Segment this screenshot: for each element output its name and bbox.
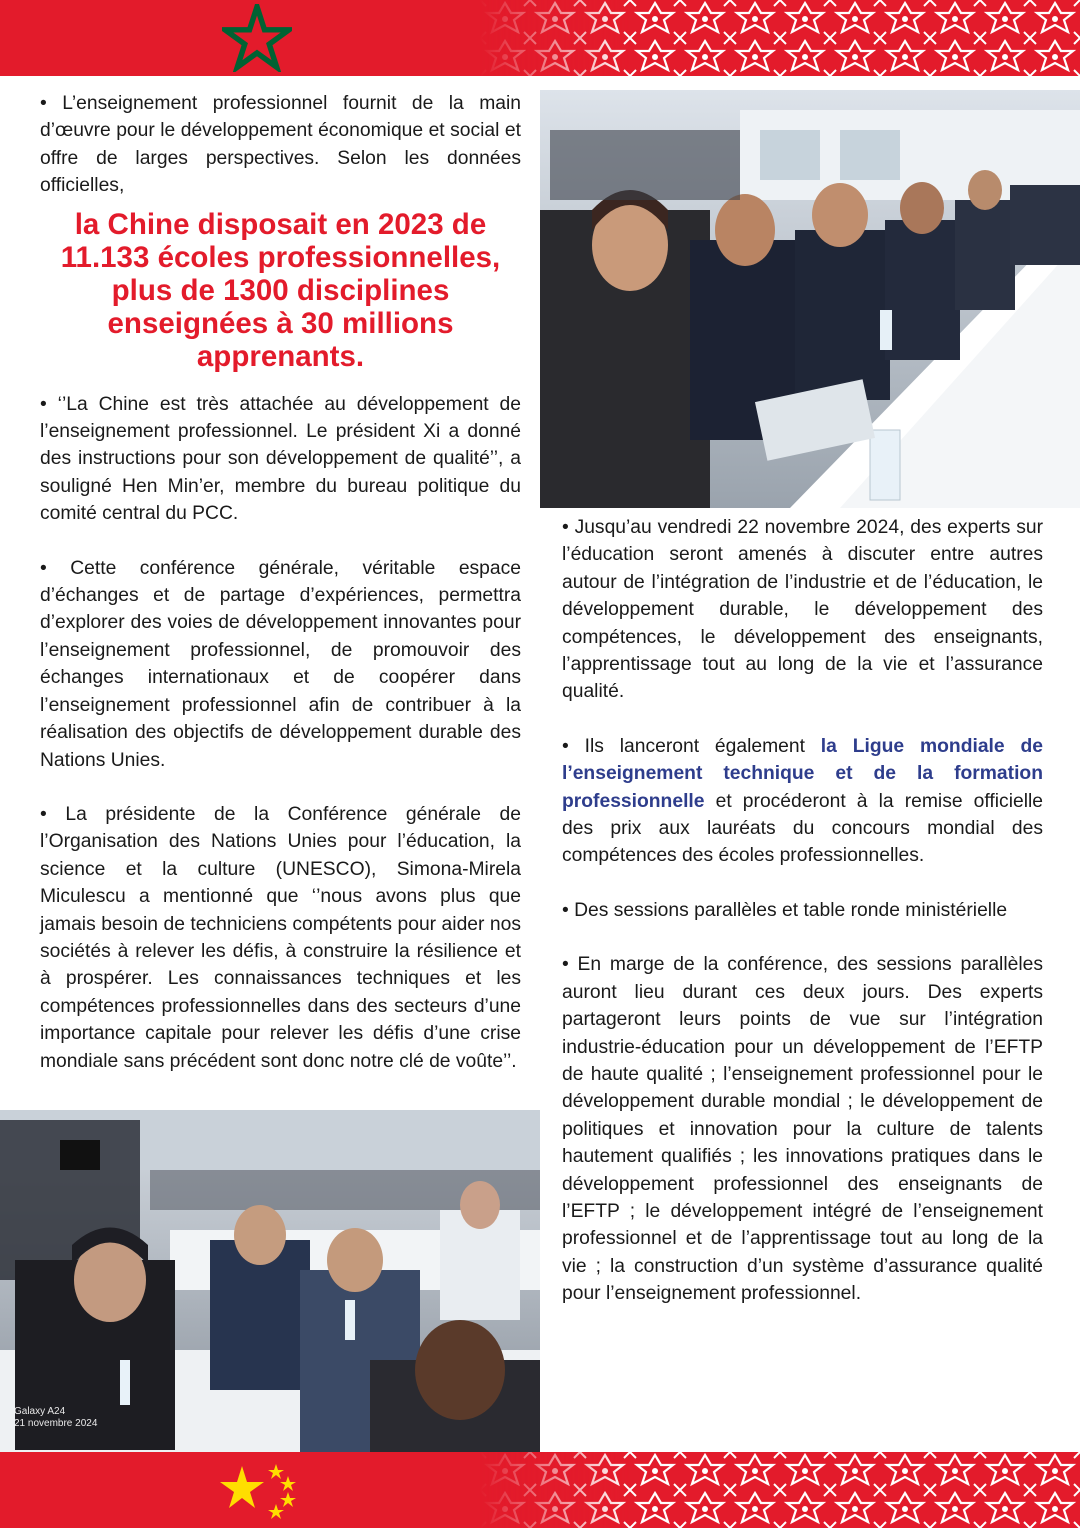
bottom-banner: [0, 1452, 1080, 1528]
moroccan-star-icon: [222, 4, 292, 72]
arabesque-pattern: [480, 0, 1080, 76]
photo-stamp-device: Galaxy A24: [14, 1406, 66, 1417]
paragraph-league: [562, 733, 1043, 870]
conference-photo-audience: [0, 1110, 540, 1452]
photo-stamp-date: 21 novembre 2024: [14, 1418, 98, 1429]
paragraph-intro: • L’enseignement professionnel fournit de la main d’œuvre pour le développement économique et social et offre de larges perspectives. Selon les données officielles,: [40, 93, 521, 197]
right-column: [562, 514, 1043, 1308]
photo-stamp: [14, 1406, 97, 1430]
paragraph-sessions-heading: • Des sessions parallèles et table ronde ministérielle: [562, 899, 1008, 921]
conference-photo-delegates: [540, 90, 1080, 508]
top-banner: [0, 0, 1080, 76]
arabesque-pattern: [480, 1452, 1080, 1528]
league-prefix: • Ils lanceront également: [562, 735, 821, 757]
paragraph-unesco: • La présidente de la Conférence générale de l’Organisation des Nations Unies pour l’éducation, la science et la culture (UNESCO), Simona-Mirela Miculescu a mentionné que ‘’nous avons plus que jamais besoin de techniciens compétents pour aider nos sociétés à relever les défis, à construire la résilience et à prospérer. Les connaissances techniques et les compétences professionnelles dans des secteurs d’une importance capitale pour relever les défis d’une crise mondiale sans précédent sont donc notre clé de voûte’’.: [40, 803, 521, 1072]
highlight-statistic: la Chine disposait en 2023 de 11.133 écoles professionnelles, plus de 1300 disciplines enseignées à 30 millions apprenants.: [60, 207, 501, 373]
paragraph-conference: • Cette conférence générale, véritable espace d’échanges et de partage d’expériences, permettra d’explorer des voies de développement innovantes pour l’enseignement professionnel, de promouvoir des échanges internationaux et de coopérer dans l’enseignement professionnel afin de contribuer à la réalisation des objectifs de développement durable des Nations Unies.: [40, 557, 521, 771]
paragraph-quote-xi: • ‘’La Chine est très attachée au développement de l’enseignement professionnel. Le président Xi a donné des instructions pour son développement de qualité’’, a souligné Hen Min’er, membre du bureau politique du comité central du PCC.: [40, 393, 521, 525]
chinese-stars-icon: [214, 1460, 310, 1522]
paragraph-sessions-details: • En marge de la conférence, des sessions parallèles auront lieu durant ces deux jours. Des experts partageront leurs points de vue sur l’intégration industrie-éducation pour un développement de l’EFTP de haute qualité ; l’enseignement professionnel pour le développement durable mondial ; le développement de politiques et innovation pour la culture de talents hautement qualifiés ; les innovations pratiques dans le développement professionnel des enseignants de l’EFTP ; le développement intégré de l’enseignement professionnel et de l’apprentissage tout au long de la vie ; la construction d’un système d’assurance qualité pour l’enseignement professionnel.: [562, 954, 1043, 1305]
left-column: [40, 90, 521, 1075]
paragraph-agenda: • Jusqu’au vendredi 22 novembre 2024, des experts sur l’éducation seront amenés à discuter entre autres autour de l’intégration de l’industrie et de l’éducation, le développement durable, le développement des compétences, le développement des enseignants, l’apprentissage tout au long de la vie et l’assurance qualité.: [562, 517, 1043, 703]
league-suffix: et procéderont à la remise officielle des prix aux lauréats du concours mondial des compétences des écoles professionnelles.: [562, 790, 1043, 867]
league-name: la Ligue mondiale de l’enseignement technique et de la formation professionnelle: [562, 735, 1043, 812]
